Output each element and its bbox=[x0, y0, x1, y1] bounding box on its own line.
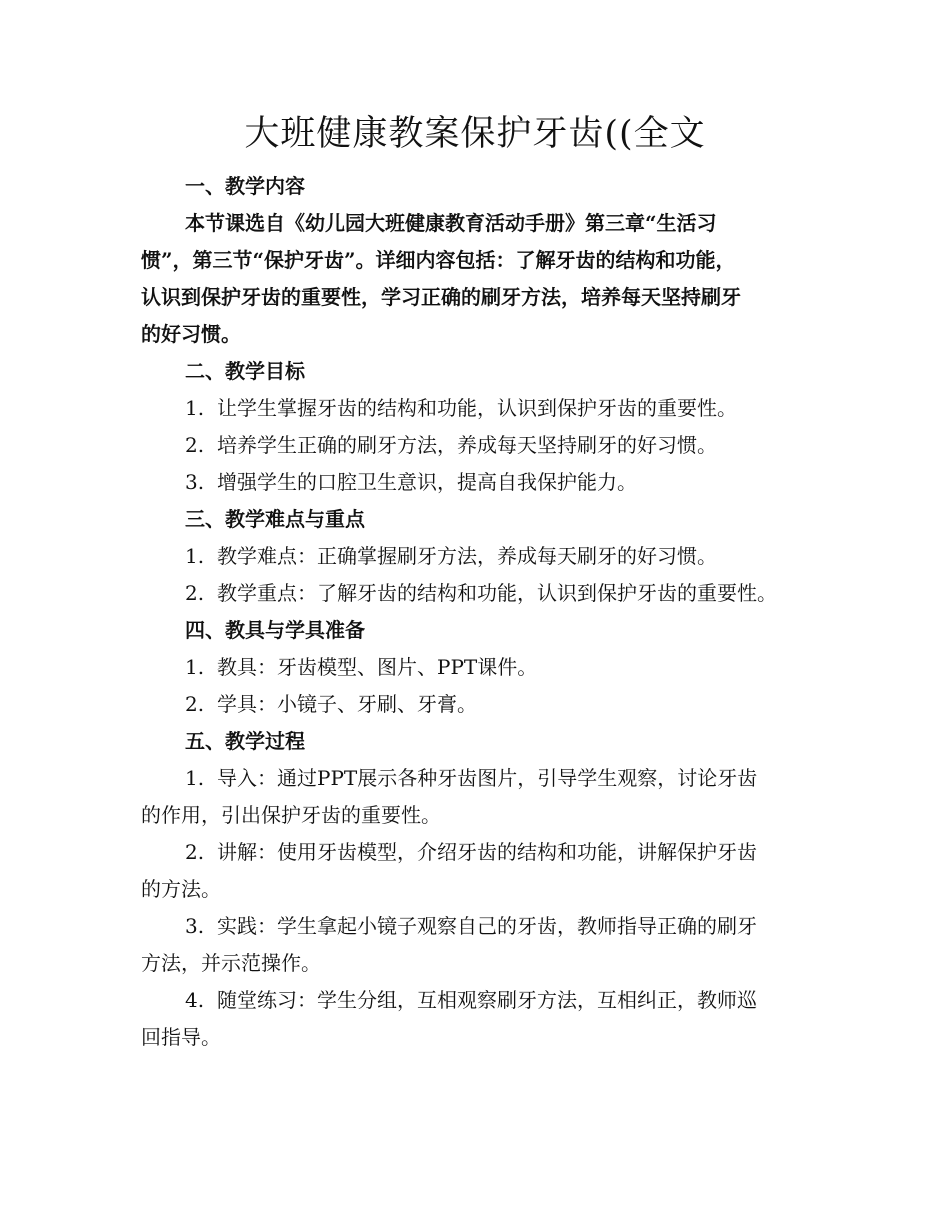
item-number: 2. bbox=[185, 692, 205, 716]
item-number: 2. bbox=[185, 433, 205, 457]
item-number: 1. bbox=[185, 655, 205, 679]
item-number: 2. bbox=[185, 840, 205, 864]
item-number: 3. bbox=[185, 470, 205, 494]
item-text: 随堂练习：学生分组，互相观察刷牙方法，互相纠正，教师巡 bbox=[217, 988, 757, 1012]
item-number: 3. bbox=[185, 914, 205, 938]
item-text: 让学生掌握牙齿的结构和功能，认识到保护牙齿的重要性。 bbox=[217, 396, 737, 420]
paragraph-line: 惯”，第三节“保护牙齿”。详细内容包括：了解牙齿的结构和功能， bbox=[141, 248, 736, 272]
list-item bbox=[141, 760, 813, 797]
item-text: 教学难点：正确掌握刷牙方法，养成每天刷牙的好习惯。 bbox=[217, 544, 717, 568]
section-heading: 二、教学目标 bbox=[185, 359, 305, 383]
item-text: 导入：通过PPT展示各种牙齿图片，引导学生观察，讨论牙齿 bbox=[217, 766, 758, 790]
section-heading: 三、教学难点与重点 bbox=[185, 507, 365, 531]
paragraph-line: 认识到保护牙齿的重要性，学习正确的刷牙方法，培养每天坚持刷牙 bbox=[141, 285, 741, 309]
item-text: 学具：小镜子、牙刷、牙膏。 bbox=[217, 692, 477, 716]
paragraph-line: 本节课选自《幼儿园大班健康教育活动手册》第三章“生活习 bbox=[185, 211, 717, 235]
list-item bbox=[141, 908, 813, 945]
list-item-continuation: 的方法。 bbox=[141, 877, 221, 901]
list-item bbox=[141, 834, 813, 871]
list-item bbox=[141, 390, 813, 427]
list-item-continuation: 回指导。 bbox=[141, 1025, 221, 1049]
section-heading: 五、教学过程 bbox=[185, 729, 305, 753]
item-text: 教学重点：了解牙齿的结构和功能，认识到保护牙齿的重要性。 bbox=[217, 581, 777, 605]
list-item bbox=[141, 686, 813, 723]
document-title: 大班健康教案保护牙齿((全文 bbox=[244, 114, 706, 154]
section-heading: 四、教具与学具准备 bbox=[185, 618, 365, 642]
paragraph-line: 的好习惯。 bbox=[141, 322, 241, 346]
item-text: 培养学生正确的刷牙方法，养成每天坚持刷牙的好习惯。 bbox=[217, 433, 717, 457]
list-item bbox=[141, 538, 813, 575]
item-number: 1. bbox=[185, 766, 205, 790]
item-number: 1. bbox=[185, 544, 205, 568]
item-number: 2. bbox=[185, 581, 205, 605]
item-number: 4. bbox=[185, 988, 205, 1012]
list-item bbox=[141, 575, 813, 612]
document-body bbox=[141, 168, 813, 1056]
item-text: 讲解：使用牙齿模型，介绍牙齿的结构和功能，讲解保护牙齿 bbox=[217, 840, 757, 864]
list-item bbox=[141, 649, 813, 686]
list-item bbox=[141, 427, 813, 464]
list-item-continuation: 方法，并示范操作。 bbox=[141, 951, 321, 975]
list-item-continuation: 的作用，引出保护牙齿的重要性。 bbox=[141, 803, 441, 827]
section-heading: 一、教学内容 bbox=[185, 174, 305, 198]
item-text: 教具：牙齿模型、图片、PPT课件。 bbox=[217, 655, 538, 679]
item-text: 增强学生的口腔卫生意识，提高自我保护能力。 bbox=[217, 470, 637, 494]
list-item bbox=[141, 464, 813, 501]
list-item bbox=[141, 982, 813, 1019]
item-text: 实践：学生拿起小镜子观察自己的牙齿，教师指导正确的刷牙 bbox=[217, 914, 757, 938]
item-number: 1. bbox=[185, 396, 205, 420]
